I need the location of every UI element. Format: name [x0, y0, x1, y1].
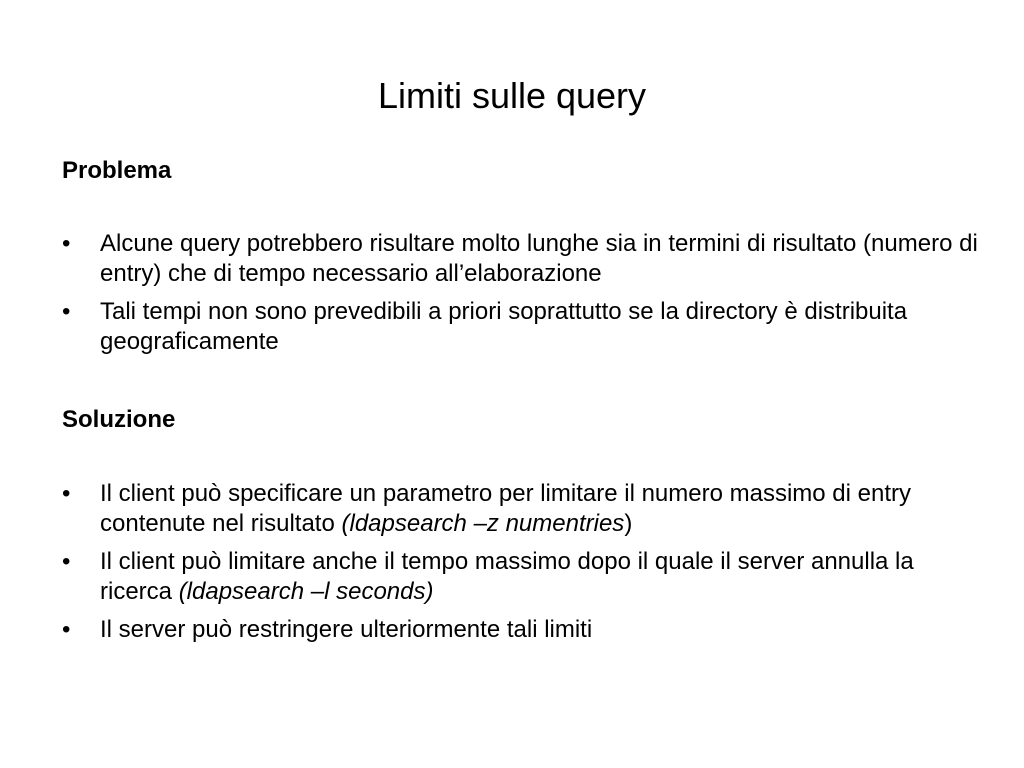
section-heading-soluzione: Soluzione — [62, 406, 176, 433]
section-heading-problema: Problema — [62, 157, 172, 184]
slide-title: Limiti sulle query — [377, 75, 647, 116]
bullet-item — [62, 229, 982, 289]
soluzione-bullet-list — [62, 479, 982, 653]
bullet-dot-icon: • — [62, 480, 71, 507]
bullet-text-suffix: ) — [624, 510, 633, 537]
bullet-dot-icon: • — [62, 616, 71, 643]
bullet-item — [62, 297, 982, 357]
bullet-dot-icon: • — [62, 548, 71, 575]
command-example: (ldapsearch –l seconds) — [178, 578, 434, 605]
bullet-text: Alcune query potrebbero risultare molto lunghe sia in termini di risultato (numero di entry) che di tempo necessario all’elaborazione — [100, 230, 978, 287]
bullet-item — [62, 479, 982, 539]
bullet-text: Il server può restringere ulteriormente tali limiti — [100, 616, 593, 643]
bullet-text: Tali tempi non sono prevedibili a priori soprattutto se la directory è distribuita geograficamente — [100, 298, 908, 355]
bullet-text: Il client può specificare un parametro per limitare il numero massimo di entry contenute nel risultato — [100, 480, 911, 537]
bullet-item — [62, 615, 982, 645]
problema-bullet-list — [62, 229, 982, 365]
bullet-text: Il client può limitare anche il tempo massimo dopo il quale il server annulla la ricerca — [100, 548, 914, 605]
bullet-item — [62, 547, 982, 607]
bullet-dot-icon: • — [62, 298, 71, 325]
bullet-dot-icon: • — [62, 230, 71, 257]
command-example: (ldapsearch –z numentries — [341, 510, 625, 537]
